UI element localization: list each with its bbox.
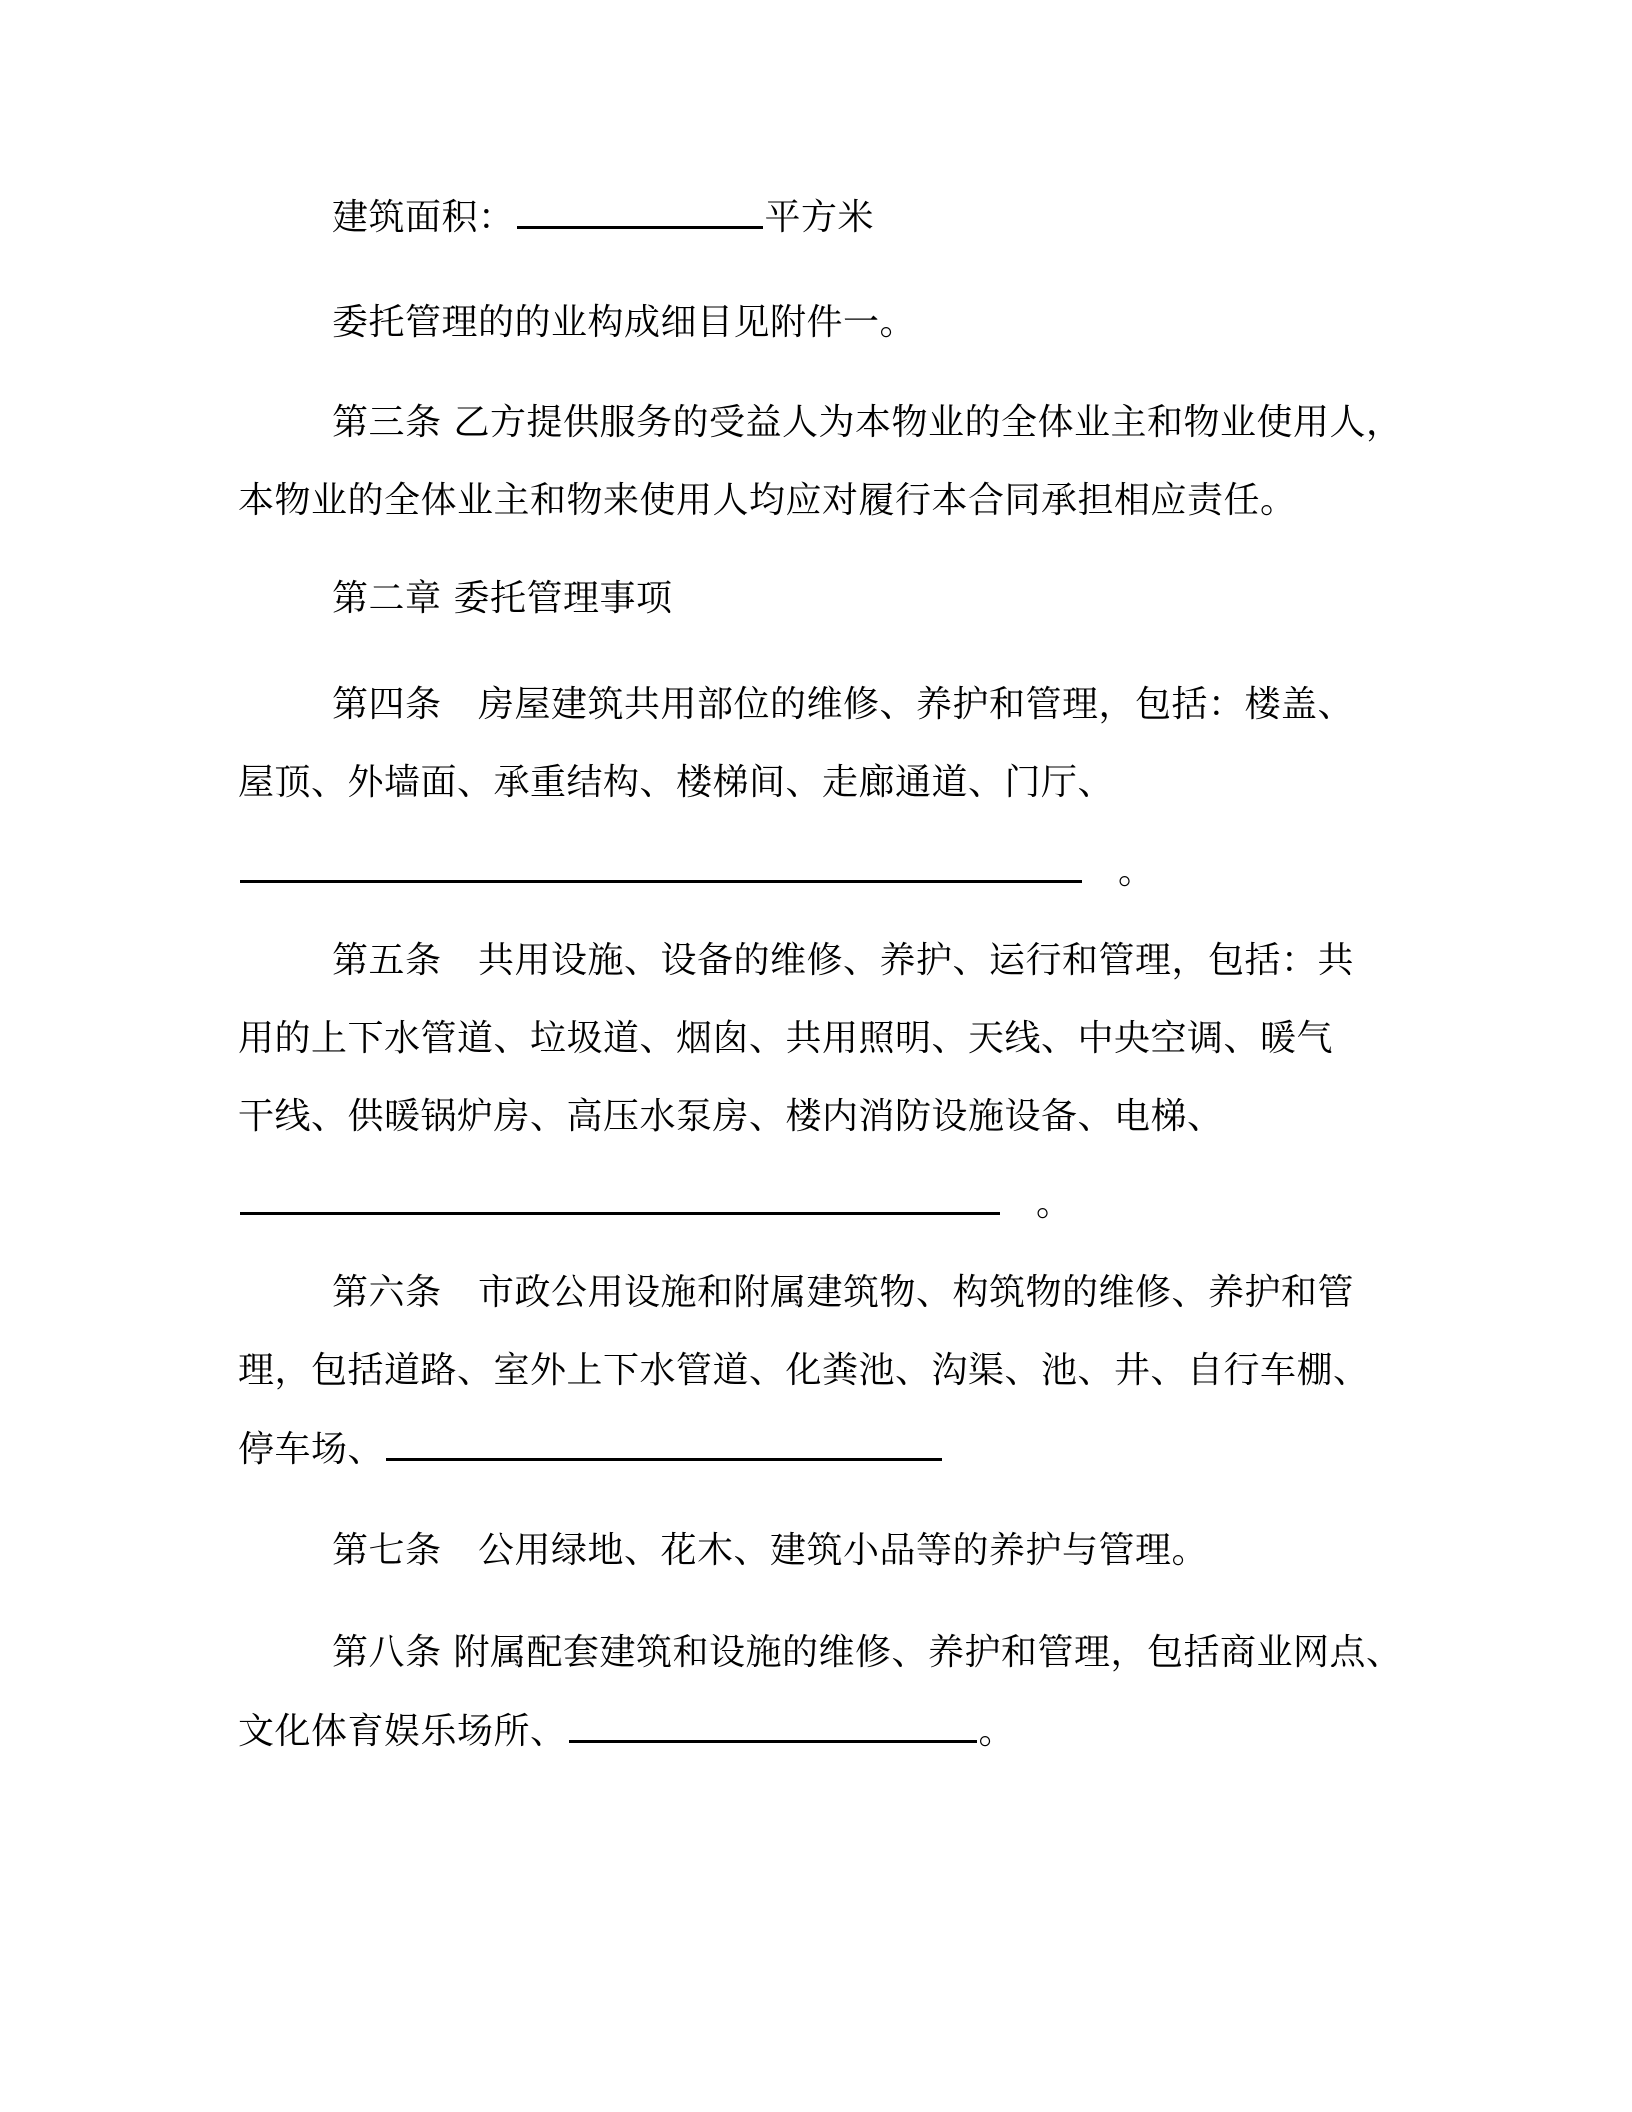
article-8-line-2 [238, 1706, 1015, 1757]
article-4-blank [240, 846, 1082, 883]
building-area-line [332, 192, 874, 243]
article-7: 第七条 公用绿地、花木、建筑小品等的养护与管理。 [332, 1530, 1209, 1571]
article-3-line-2: 本物业的全体业主和物来使用人均应对履行本合同承担相应责任。 [238, 480, 1297, 521]
article-5-line-1: 第五条 共用设施、设备的维修、养护、运行和管理，包括：共 [332, 940, 1355, 981]
article-8-blank [569, 1706, 977, 1743]
building-area-blank [517, 192, 763, 229]
article-8-period: 。 [978, 1711, 1016, 1752]
article-8-venue-label: 文化体育娱乐场所、 [238, 1711, 567, 1752]
article-5-blank [240, 1178, 1000, 1215]
article-5-line-4 [238, 1178, 1073, 1229]
article-6-line-2: 理，包括道路、室外上下水管道、化粪池、沟渠、池、井、自行车棚、 [238, 1350, 1370, 1391]
article-6-blank [386, 1424, 942, 1461]
building-area-label: 建筑面积： [332, 197, 515, 238]
article-4-line-1: 第四条 房屋建筑共用部位的维修、养护和管理，包括：楼盖、 [332, 684, 1355, 725]
building-area-unit: 平方米 [764, 197, 875, 238]
article-4-period: 。 [1118, 851, 1155, 892]
attachment-note: 委托管理的的业构成细目见附件一。 [332, 302, 917, 343]
article-5-line-3: 干线、供暖锅炉房、高压水泵房、楼内消防设施设备、电梯、 [238, 1096, 1224, 1137]
article-6-parking-label: 停车场、 [238, 1429, 385, 1470]
article-4-line-2: 屋顶、外墙面、承重结构、楼梯间、走廊通道、门厅、 [238, 762, 1115, 803]
article-3-line-1: 第三条 乙方提供服务的受益人为本物业的全体业主和物业使用人， [332, 402, 1403, 443]
article-8-line-1: 第八条 附属配套建筑和设施的维修、养护和管理，包括商业网点、 [332, 1632, 1403, 1673]
article-5-period: 。 [1036, 1183, 1073, 1224]
article-5-line-2: 用的上下水管道、垃圾道、烟囱、共用照明、天线、中央空调、暖气 [238, 1018, 1334, 1059]
article-6-line-1: 第六条 市政公用设施和附属建筑物、构筑物的维修、养护和管 [332, 1272, 1355, 1313]
article-6-line-3 [238, 1424, 944, 1475]
chapter-2-heading: 第二章 委托管理事项 [332, 578, 673, 619]
article-4-line-3 [238, 846, 1155, 897]
